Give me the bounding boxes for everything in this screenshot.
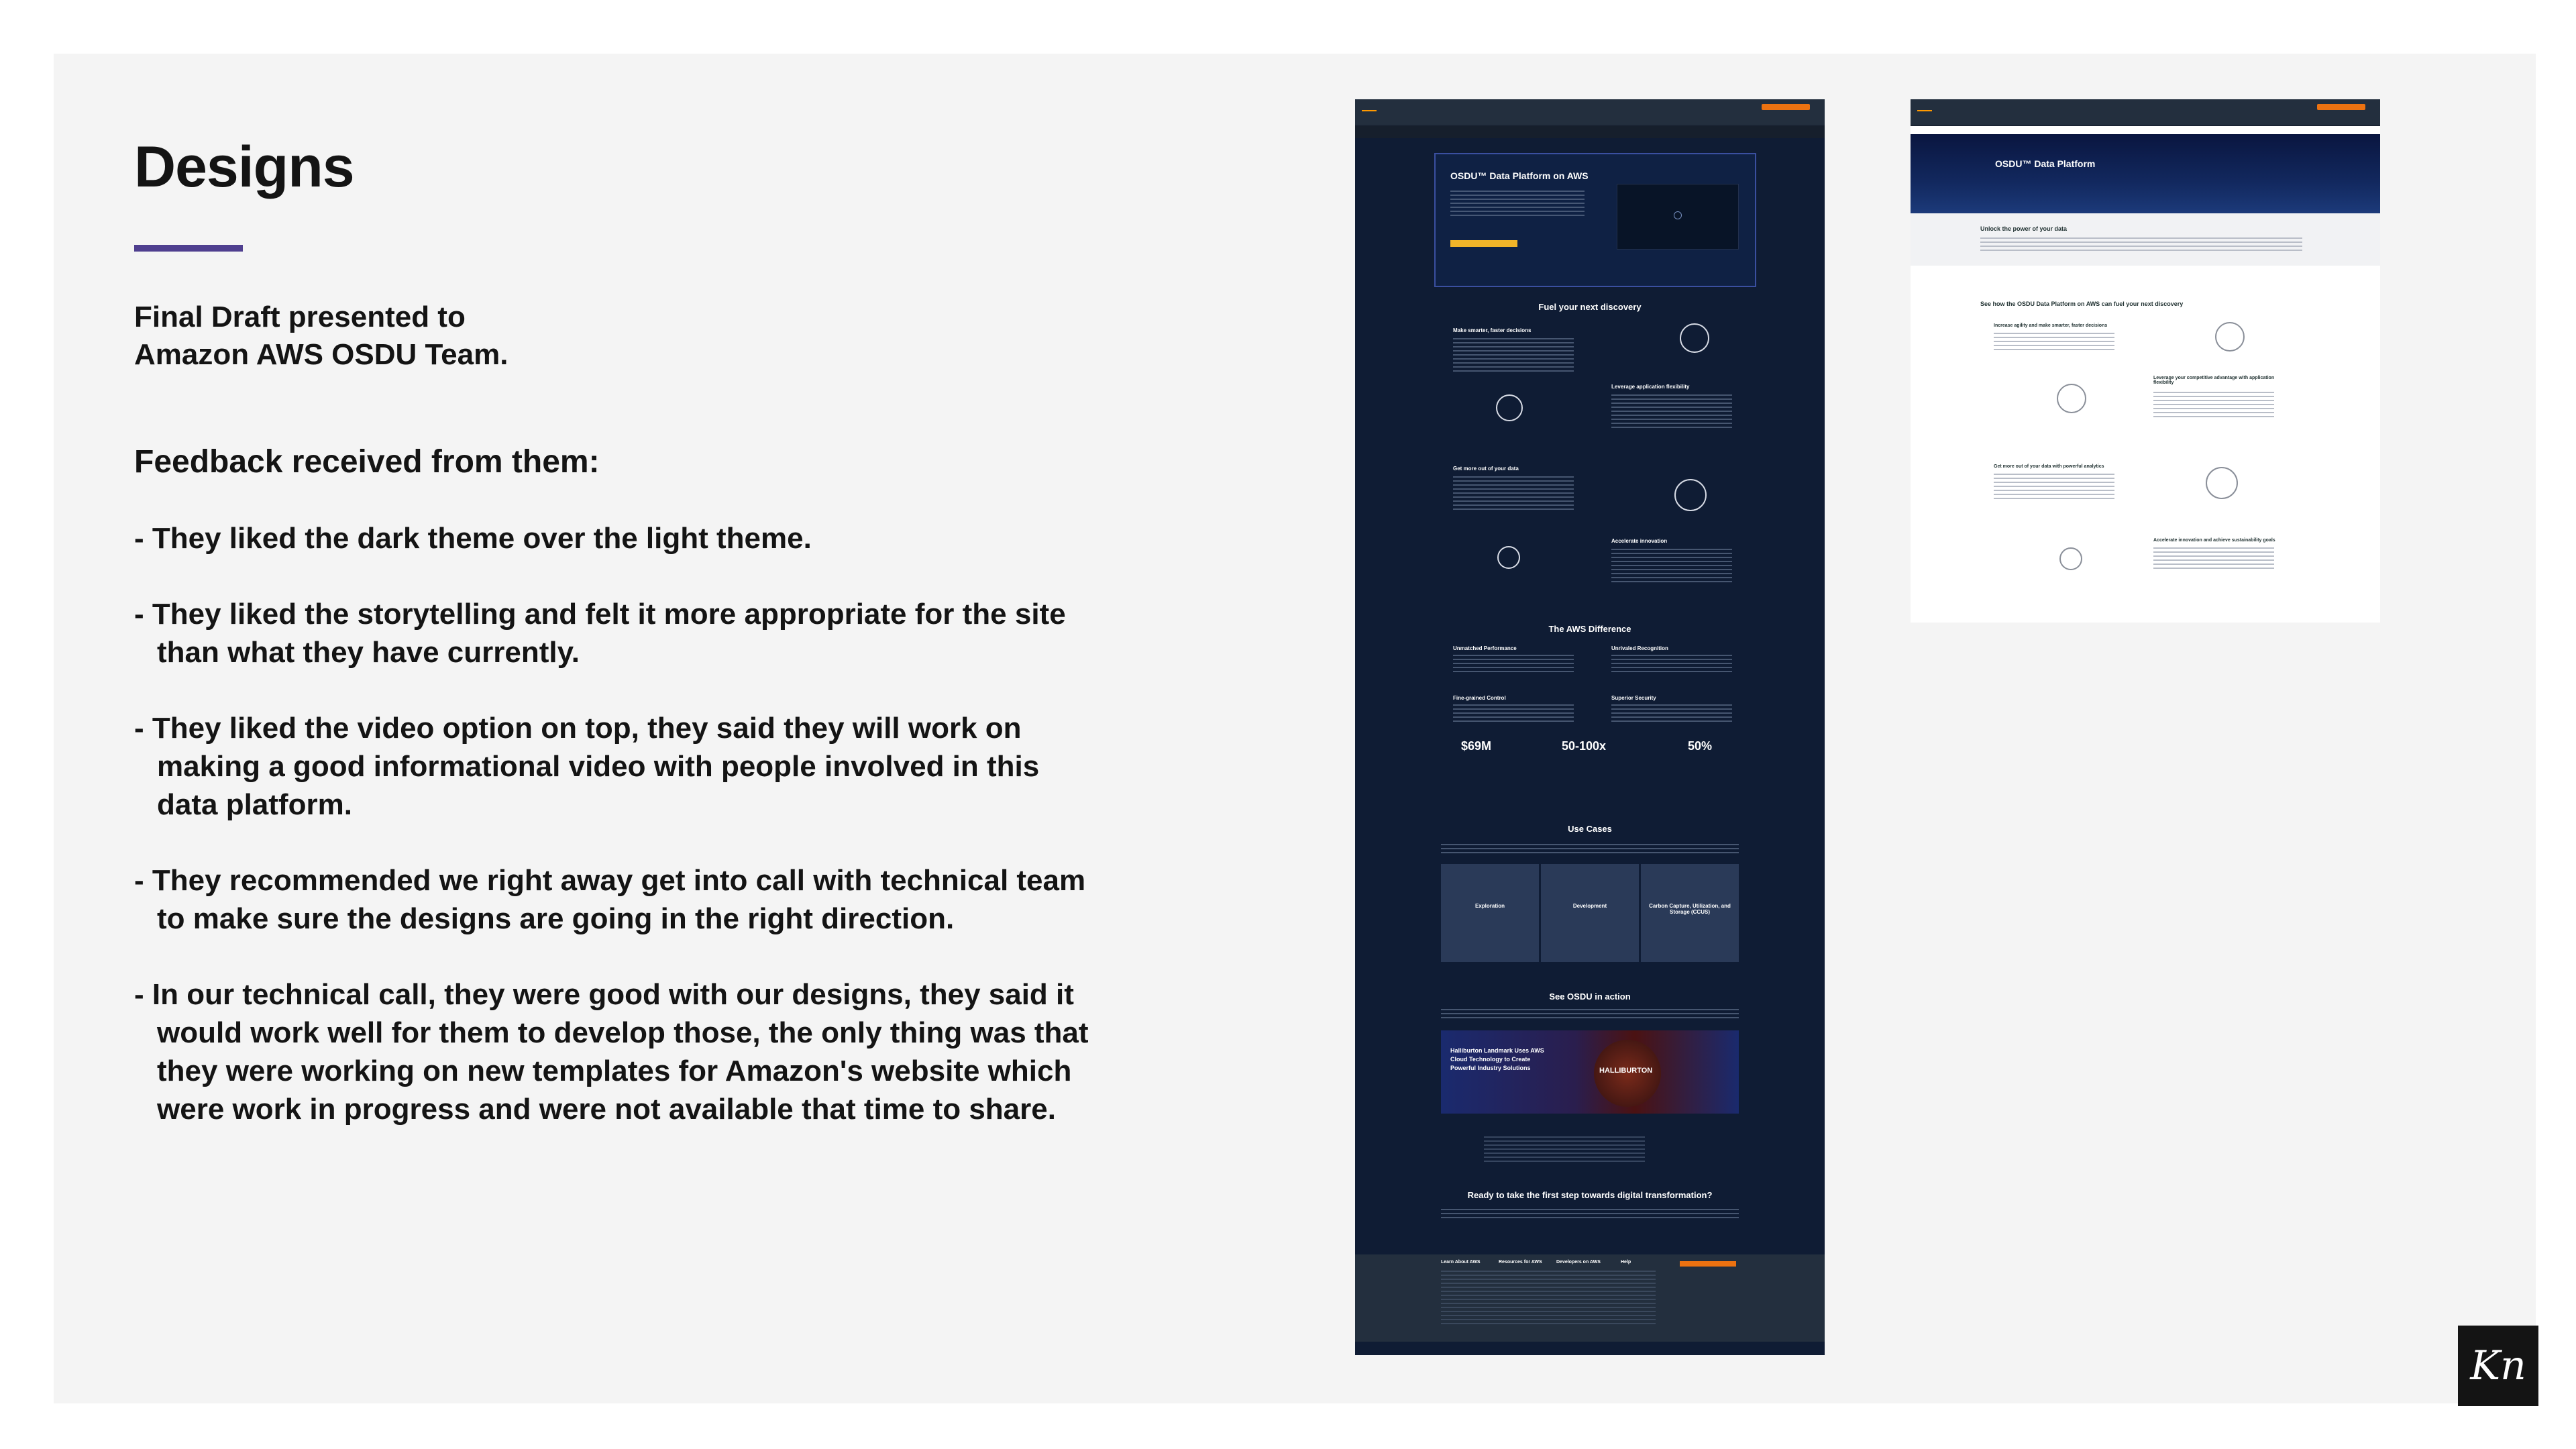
feedback-item-line: - They liked the dark theme over the light theme.	[134, 522, 812, 555]
section-heading: See how the OSDU Data Platform on AWS can fuel your next discovery	[1980, 301, 2184, 307]
footer-column: Developers on AWS	[1556, 1260, 1601, 1265]
feedback-item-line: - In our technical call, they were good with our designs, they said it	[134, 978, 1074, 1011]
subtitle-line: Amazon AWS OSDU Team.	[134, 338, 508, 371]
section-text	[1441, 844, 1739, 853]
feedback-heading: Feedback received from them:	[134, 444, 600, 480]
stat-value: 50-100x	[1562, 739, 1607, 753]
feedback-item-continuation: would work well for them to develop those, the only thing was that	[157, 1016, 1089, 1049]
feature-text	[1611, 394, 1732, 431]
feedback-item	[134, 709, 1181, 824]
banner-text: Halliburton Landmark Uses AWS Cloud Technology to Create Powerful Industry Solutions	[1450, 1047, 1544, 1071]
feedback-item-line: - They recommended we right away get into call with technical team	[134, 864, 1086, 897]
brain-icon	[2206, 467, 2238, 499]
feedback-item-line: - They liked the storytelling and felt it more appropriate for the site	[134, 598, 1066, 631]
feature-text	[1453, 338, 1574, 374]
feedback-item-continuation: were work in progress and were not available that time to share.	[157, 1093, 1056, 1126]
use-case-card	[1641, 864, 1739, 962]
use-case-card	[1441, 864, 1539, 962]
mockup-hero-title: OSDU™ Data Platform on AWS	[1450, 170, 1589, 181]
feature-title: Get more out of your data	[1453, 466, 1519, 472]
feedback-item-line: - They liked the video option on top, they said they will work on	[134, 712, 1022, 745]
feedback-item-continuation: to make sure the designs are going in the right direction.	[157, 902, 955, 935]
section-heading: Ready to take the first step towards digital transformation?	[1467, 1190, 1713, 1200]
feedback-item-continuation: making a good informational video with people involved in this	[157, 750, 1040, 783]
target-icon	[2215, 322, 2245, 352]
footer-column: Learn About AWS	[1441, 1260, 1481, 1265]
feedback-item	[134, 519, 1181, 557]
slide-text-column	[134, 134, 1181, 1166]
feature-text	[2153, 547, 2274, 569]
feedback-list	[134, 519, 1181, 1128]
dark-theme-mockup	[1355, 99, 1825, 1355]
feature-title: Leverage your competitive advantage with application flexibility	[2153, 376, 2275, 385]
difference-text	[1611, 655, 1732, 675]
intro-band	[1911, 213, 2380, 266]
aws-logo-icon	[1917, 103, 1932, 111]
feature-text	[1453, 476, 1574, 513]
footer-cta-button	[1680, 1261, 1736, 1267]
stat-value: 50%	[1688, 739, 1713, 753]
mockup-top-nav	[1911, 99, 2380, 126]
mockup-hero	[1434, 153, 1756, 287]
intro-text	[1980, 237, 2302, 254]
mockup-footer	[1355, 1254, 1825, 1342]
difference-title: Unmatched Performance	[1453, 645, 1517, 651]
author-logo: Kn	[2458, 1326, 2538, 1406]
feedback-item	[134, 861, 1181, 938]
feature-text	[1994, 333, 2114, 353]
feedback-item-continuation: they were working on new templates for Amazon's website which	[157, 1055, 1072, 1087]
network-icon	[1496, 394, 1523, 421]
mockup-hero-title: OSDU™ Data Platform	[1995, 158, 2096, 169]
case-study-banner	[1441, 1030, 1739, 1114]
section-heading: The AWS Difference	[1548, 624, 1631, 634]
lightbulb-icon	[1497, 546, 1520, 569]
feedback-item	[134, 595, 1181, 672]
feature-title: Increase agility and make smarter, faster decisions	[1994, 323, 2108, 328]
use-case-title: Exploration	[1474, 903, 1505, 909]
feature-title: Make smarter, faster decisions	[1453, 327, 1532, 333]
feature-title: Leverage application flexibility	[1611, 384, 1690, 390]
hero-button	[1450, 240, 1517, 247]
intro-heading: Unlock the power of your data	[1980, 225, 2068, 232]
mockup-hero	[1911, 134, 2380, 213]
banner-logo: HALLIBURTON	[1599, 1067, 1653, 1075]
difference-text	[1611, 704, 1732, 724]
aws-logo-icon	[1362, 103, 1377, 111]
section-text	[1441, 1209, 1739, 1218]
brain-icon	[1674, 479, 1707, 511]
light-theme-mockup	[1911, 99, 2380, 623]
mockup-sub-nav	[1355, 126, 1825, 138]
subtitle	[134, 299, 1181, 374]
difference-title: Fine-grained Control	[1453, 695, 1506, 701]
feature-text	[1994, 474, 2114, 499]
use-case-card	[1541, 864, 1639, 962]
section-heading: Fuel your next discovery	[1538, 302, 1642, 312]
section-heading: See OSDU in action	[1549, 991, 1631, 1002]
link-list	[1484, 1136, 1645, 1165]
section-text	[1441, 1009, 1739, 1018]
mockup-cta-button	[2317, 104, 2365, 110]
page-title: Designs	[134, 135, 354, 199]
mockup-top-nav	[1355, 99, 1825, 126]
video-play-icon	[1617, 184, 1739, 250]
use-case-title: Carbon Capture, Utilization, and Storage (CCUS)	[1649, 903, 1731, 915]
footer-links	[1441, 1271, 1656, 1327]
section-heading: Use Cases	[1568, 824, 1612, 834]
difference-text	[1453, 655, 1574, 675]
lightbulb-icon	[2059, 547, 2082, 570]
feedback-item-continuation: data platform.	[157, 788, 352, 821]
footer-column: Resources for AWS	[1499, 1260, 1542, 1265]
title-underline	[134, 245, 243, 252]
difference-text	[1453, 704, 1574, 724]
mockup-cta-button	[1762, 104, 1810, 110]
feature-title: Accelerate innovation	[1611, 538, 1668, 544]
stat-value: $69M	[1461, 739, 1492, 753]
target-icon	[1680, 323, 1709, 353]
feature-title: Get more out of your data with powerful analytics	[1994, 464, 2104, 469]
hero-body-text	[1450, 191, 1585, 217]
use-case-title: Development	[1572, 903, 1607, 909]
difference-title: Unrivaled Recognition	[1611, 645, 1668, 651]
subtitle-line: Final Draft presented to	[134, 301, 466, 333]
footer-column: Help	[1621, 1260, 1631, 1265]
feature-title: Accelerate innovation and achieve sustainability goals	[2153, 538, 2275, 543]
feature-text	[1611, 549, 1732, 585]
feedback-item	[134, 975, 1181, 1128]
feature-text	[2153, 392, 2274, 417]
network-icon	[2057, 384, 2086, 413]
difference-title: Superior Security	[1611, 695, 1656, 701]
feedback-item-continuation: than what they have currently.	[157, 636, 580, 669]
